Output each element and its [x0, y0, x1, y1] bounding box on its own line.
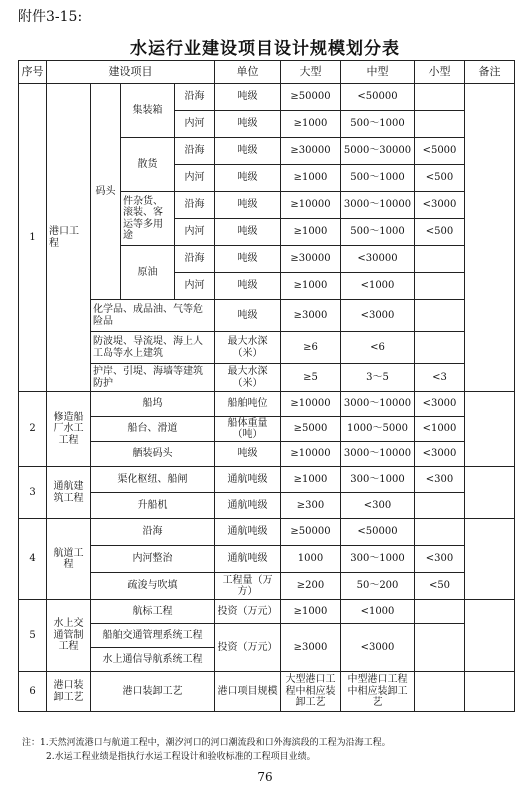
unit-cell: 吨级 — [215, 219, 281, 246]
small-cell: <5000 — [415, 138, 465, 165]
table-row — [19, 624, 515, 648]
small-cell: <3000 — [415, 192, 465, 219]
header-remark: 备注 — [465, 61, 515, 84]
section-no: 4 — [19, 519, 47, 600]
area-coastal: 沿海 — [175, 192, 215, 219]
large-cell: 大型港口工程中相应装卸工艺 — [281, 672, 341, 712]
unit-cell: 工程量（万方） — [215, 573, 281, 600]
medium-cell: <1000 — [341, 600, 415, 624]
medium-cell: 中型港口工程中相应装卸工艺 — [341, 672, 415, 712]
section-no: 6 — [19, 672, 47, 712]
item-cell: 疏浚与吹填 — [91, 573, 215, 600]
medium-cell: <50000 — [341, 519, 415, 546]
unit-cell: 吨级 — [215, 84, 281, 111]
small-cell — [415, 624, 465, 672]
appendix-label: 附件3-15: — [18, 9, 83, 25]
large-cell: ≥1000 — [281, 165, 341, 192]
table-row — [19, 493, 515, 519]
area-inland: 内河 — [175, 273, 215, 300]
item-breakwater: 防波堤、导流堤、海上人工岛等水上建筑 — [91, 332, 215, 364]
unit-cell: 投资（万元） — [215, 624, 281, 672]
unit-cell: 最大水深（米） — [215, 332, 281, 364]
cargo-general: 件杂货、滚装、客运等多用途 — [121, 192, 175, 246]
medium-cell: 1000～5000 — [341, 417, 415, 442]
unit-cell: 吨级 — [215, 138, 281, 165]
footnotes — [22, 736, 518, 764]
table-row — [19, 300, 515, 332]
area-inland: 内河 — [175, 219, 215, 246]
large-cell: ≥30000 — [281, 246, 341, 273]
header-no: 序号 — [19, 61, 47, 84]
area-inland: 内河 — [175, 165, 215, 192]
area-inland: 内河 — [175, 111, 215, 138]
remark-cell — [465, 84, 515, 392]
unit-cell: 船舶吨位 — [215, 392, 281, 417]
small-cell — [415, 672, 465, 712]
unit-cell: 吨级 — [215, 442, 281, 467]
item-cell: 沿海 — [91, 519, 215, 546]
unit-cell: 吨级 — [215, 111, 281, 138]
medium-cell: 3000～10000 — [341, 392, 415, 417]
medium-cell: 5000～30000 — [341, 138, 415, 165]
medium-cell: <30000 — [341, 246, 415, 273]
table-row — [19, 600, 515, 624]
unit-cell: 船体重量（吨） — [215, 417, 281, 442]
header-unit: 单位 — [215, 61, 281, 84]
page-title: 水运行业建设项目设计规模划分表 — [130, 39, 400, 59]
area-coastal: 沿海 — [175, 246, 215, 273]
unit-cell: 通航吨级 — [215, 467, 281, 493]
item-cell: 船舶交通管理系统工程 — [91, 624, 215, 648]
medium-cell: 500～1000 — [341, 111, 415, 138]
header-medium: 中型 — [341, 61, 415, 84]
medium-cell: <50000 — [341, 84, 415, 111]
large-cell: ≥300 — [281, 493, 341, 519]
item-cell: 水上通信导航系统工程 — [91, 648, 215, 672]
item-chem: 化学品、成品油、气等危险品 — [91, 300, 215, 332]
medium-cell: <3000 — [341, 300, 415, 332]
cargo-crude: 原油 — [121, 246, 175, 300]
table-row — [19, 84, 515, 111]
section-name: 修造船厂水工工程 — [47, 392, 91, 467]
section-name: 港口装卸工艺 — [47, 672, 91, 712]
unit-cell: 通航吨级 — [215, 519, 281, 546]
unit-cell: 最大水深（米） — [215, 364, 281, 392]
small-cell — [415, 600, 465, 624]
small-cell: <300 — [415, 546, 465, 573]
section-no: 3 — [19, 467, 47, 519]
small-cell — [415, 246, 465, 273]
small-cell — [415, 300, 465, 332]
section-name: 水上交通管制工程 — [47, 600, 91, 672]
table-row — [19, 519, 515, 546]
medium-cell: <1000 — [341, 273, 415, 300]
unit-cell: 吨级 — [215, 273, 281, 300]
unit-cell: 投资（万元） — [215, 600, 281, 624]
remark-cell — [465, 672, 515, 712]
large-cell: 1000 — [281, 546, 341, 573]
section-no: 1 — [19, 84, 47, 392]
item-revetment: 护岸、引堤、海墙等建筑防护 — [91, 364, 215, 392]
table-row — [19, 573, 515, 600]
large-cell: ≥3000 — [281, 624, 341, 672]
item-cell: 港口装卸工艺 — [91, 672, 215, 712]
wharf-label: 码头 — [91, 84, 121, 300]
medium-cell: <3000 — [341, 624, 415, 672]
item-cell: 船台、滑道 — [91, 417, 215, 442]
header-small: 小型 — [415, 61, 465, 84]
small-cell: <50 — [415, 573, 465, 600]
small-cell — [415, 493, 465, 519]
footnote-2: 2.水运工程业绩是指执行水运工程设计和验收标准的工程项目业绩。 — [46, 752, 316, 762]
small-cell: <300 — [415, 467, 465, 493]
medium-cell: <6 — [341, 332, 415, 364]
large-cell: ≥10000 — [281, 442, 341, 467]
small-cell: <500 — [415, 165, 465, 192]
medium-cell: 300～1000 — [341, 546, 415, 573]
table-row — [19, 672, 515, 712]
large-cell: ≥30000 — [281, 138, 341, 165]
item-cell: 船坞 — [91, 392, 215, 417]
large-cell: ≥6 — [281, 332, 341, 364]
section-name: 港口工程 — [47, 84, 91, 392]
cargo-bulk: 散货 — [121, 138, 175, 192]
header-row — [19, 61, 515, 84]
small-cell: <3000 — [415, 442, 465, 467]
large-cell: ≥1000 — [281, 273, 341, 300]
medium-cell: <300 — [341, 493, 415, 519]
section-name: 通航建筑工程 — [47, 467, 91, 519]
large-cell: ≥1000 — [281, 467, 341, 493]
medium-cell: 3000～10000 — [341, 192, 415, 219]
small-cell: <3 — [415, 364, 465, 392]
small-cell — [415, 111, 465, 138]
unit-cell: 吨级 — [215, 246, 281, 273]
page-number: 76 — [257, 770, 273, 784]
medium-cell: 300～1000 — [341, 467, 415, 493]
table-row — [19, 332, 515, 364]
footnote-1: 注：1.天然河流港口与航道工程中，潮汐河口的河口潮流段和口外海滨段的工程为沿海工程。 — [22, 738, 391, 748]
small-cell: <1000 — [415, 417, 465, 442]
table-row — [19, 442, 515, 467]
large-cell: ≥50000 — [281, 84, 341, 111]
large-cell: ≥10000 — [281, 392, 341, 417]
remark-cell — [465, 600, 515, 672]
table-row — [19, 417, 515, 442]
small-cell — [415, 273, 465, 300]
header-large: 大型 — [281, 61, 341, 84]
large-cell: ≥10000 — [281, 192, 341, 219]
large-cell: ≥200 — [281, 573, 341, 600]
large-cell: ≥1000 — [281, 111, 341, 138]
header-project: 建设项目 — [47, 61, 215, 84]
design-scale-table — [18, 60, 515, 712]
medium-cell: 3000～10000 — [341, 442, 415, 467]
medium-cell: 500～1000 — [341, 165, 415, 192]
item-cell: 内河整治 — [91, 546, 215, 573]
large-cell: ≥5 — [281, 364, 341, 392]
large-cell: ≥3000 — [281, 300, 341, 332]
medium-cell: 3～5 — [341, 364, 415, 392]
medium-cell: 500～1000 — [341, 219, 415, 246]
small-cell: <3000 — [415, 392, 465, 417]
remark-cell — [465, 467, 515, 519]
section-no: 2 — [19, 392, 47, 467]
unit-cell: 吨级 — [215, 300, 281, 332]
medium-cell: 50～200 — [341, 573, 415, 600]
unit-cell: 港口项目规模 — [215, 672, 281, 712]
small-cell: <500 — [415, 219, 465, 246]
table-row — [19, 392, 515, 417]
large-cell: ≥1000 — [281, 219, 341, 246]
table-row — [19, 546, 515, 573]
table-row — [19, 364, 515, 392]
remark-cell — [465, 392, 515, 467]
unit-cell: 通航吨级 — [215, 546, 281, 573]
item-cell: 航标工程 — [91, 600, 215, 624]
area-coastal: 沿海 — [175, 84, 215, 111]
section-name: 航道工程 — [47, 519, 91, 600]
item-cell: 渠化枢纽、船闸 — [91, 467, 215, 493]
section-no: 5 — [19, 600, 47, 672]
item-cell: 升船机 — [91, 493, 215, 519]
unit-cell: 吨级 — [215, 192, 281, 219]
item-cell: 舾装码头 — [91, 442, 215, 467]
remark-cell — [465, 519, 515, 600]
area-coastal: 沿海 — [175, 138, 215, 165]
large-cell: ≥1000 — [281, 600, 341, 624]
large-cell: ≥50000 — [281, 519, 341, 546]
small-cell — [415, 84, 465, 111]
cargo-container: 集装箱 — [121, 84, 175, 138]
unit-cell: 通航吨级 — [215, 493, 281, 519]
large-cell: ≥5000 — [281, 417, 341, 442]
unit-cell: 吨级 — [215, 165, 281, 192]
small-cell — [415, 519, 465, 546]
small-cell — [415, 332, 465, 364]
table-row — [19, 467, 515, 493]
